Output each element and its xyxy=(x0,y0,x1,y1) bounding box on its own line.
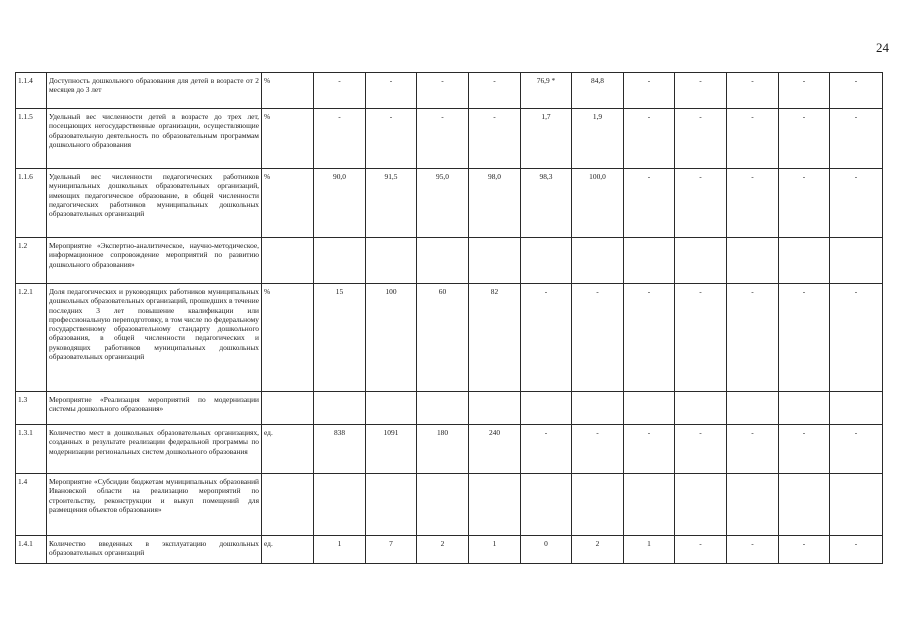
value-cell: - xyxy=(314,73,366,109)
value-cell: 76,9 * xyxy=(521,73,572,109)
value-cell: 95,0 xyxy=(417,169,469,238)
value-cell: - xyxy=(675,425,727,474)
value-cell xyxy=(521,238,572,284)
value-cell: 2 xyxy=(572,536,624,564)
value-cell: - xyxy=(572,284,624,392)
value-cell: - xyxy=(830,425,883,474)
table-row xyxy=(16,109,883,169)
value-cell: 838 xyxy=(314,425,366,474)
row-number: 1.3 xyxy=(16,392,47,425)
value-cell xyxy=(314,474,366,536)
row-number: 1.4.1 xyxy=(16,536,47,564)
value-cell: - xyxy=(417,109,469,169)
value-cell: - xyxy=(521,425,572,474)
value-cell xyxy=(675,238,727,284)
table-row xyxy=(16,425,883,474)
value-cell: - xyxy=(675,109,727,169)
unit-cell: % xyxy=(262,73,314,109)
row-number: 1.1.6 xyxy=(16,169,47,238)
value-cell xyxy=(624,474,675,536)
value-cell xyxy=(830,474,883,536)
value-cell xyxy=(572,392,624,425)
indicator-name: Мероприятие «Экспертно-аналитическое, научно-методическое, информационное сопровождение мероприятий по развитию дошкольного образования» xyxy=(47,238,262,284)
value-cell: 240 xyxy=(469,425,521,474)
table-row xyxy=(16,536,883,564)
indicator-name: Мероприятие «Субсидии бюджетам муниципальных образований Ивановской области на реализацию мероприятий по строительству, реконструкции и выкуп помещений для размещения объектов образования» xyxy=(47,474,262,536)
value-cell: 1091 xyxy=(366,425,417,474)
table-row xyxy=(16,392,883,425)
value-cell xyxy=(572,474,624,536)
indicator-name: Мероприятие «Реализация мероприятий по модернизации системы дошкольного образования» xyxy=(47,392,262,425)
value-cell: - xyxy=(727,284,779,392)
value-cell xyxy=(469,238,521,284)
value-cell: - xyxy=(727,109,779,169)
value-cell xyxy=(624,392,675,425)
value-cell xyxy=(830,392,883,425)
unit-cell: % xyxy=(262,109,314,169)
value-cell xyxy=(675,392,727,425)
value-cell xyxy=(521,474,572,536)
value-cell: 100,0 xyxy=(572,169,624,238)
value-cell: 90,0 xyxy=(314,169,366,238)
value-cell xyxy=(727,238,779,284)
value-cell xyxy=(624,238,675,284)
value-cell: 82 xyxy=(469,284,521,392)
value-cell xyxy=(779,474,830,536)
value-cell: 60 xyxy=(417,284,469,392)
value-cell: - xyxy=(779,73,830,109)
page-number: 24 xyxy=(876,40,889,55)
value-cell xyxy=(727,474,779,536)
value-cell: 2 xyxy=(417,536,469,564)
value-cell xyxy=(314,392,366,425)
value-cell: - xyxy=(572,425,624,474)
value-cell: - xyxy=(830,109,883,169)
value-cell: - xyxy=(830,169,883,238)
value-cell: - xyxy=(366,73,417,109)
value-cell xyxy=(417,392,469,425)
value-cell: - xyxy=(779,284,830,392)
value-cell: - xyxy=(830,284,883,392)
value-cell xyxy=(469,392,521,425)
value-cell xyxy=(417,474,469,536)
indicator-name: Удельный вес численности детей в возрасте до трех лет, посещающих негосударственные организации, осуществляющие образовательную деятельность по образовательным программам дошкольного образования xyxy=(47,109,262,169)
value-cell: - xyxy=(675,73,727,109)
unit-cell: % xyxy=(262,169,314,238)
value-cell xyxy=(572,238,624,284)
unit-cell: ед. xyxy=(262,425,314,474)
value-cell: - xyxy=(779,425,830,474)
value-cell: - xyxy=(624,425,675,474)
value-cell: 1 xyxy=(624,536,675,564)
table-row xyxy=(16,169,883,238)
value-cell: - xyxy=(675,284,727,392)
value-cell xyxy=(469,474,521,536)
table-row xyxy=(16,474,883,536)
value-cell: - xyxy=(779,169,830,238)
value-cell: 7 xyxy=(366,536,417,564)
row-number: 1.3.1 xyxy=(16,425,47,474)
value-cell: 1 xyxy=(469,536,521,564)
indicator-name: Количество мест в дошкольных образовательных организациях, созданных в результате реализации федеральной программы по модернизации региональных систем дошкольного образования xyxy=(47,425,262,474)
row-number: 1.1.5 xyxy=(16,109,47,169)
value-cell: - xyxy=(624,73,675,109)
indicator-name: Доступность дошкольного образования для детей в возрасте от 2 месяцев до 3 лет xyxy=(47,73,262,109)
value-cell: 100 xyxy=(366,284,417,392)
value-cell: - xyxy=(624,284,675,392)
value-cell: - xyxy=(727,425,779,474)
value-cell: 1,7 xyxy=(521,109,572,169)
value-cell xyxy=(366,474,417,536)
value-cell xyxy=(366,392,417,425)
value-cell: - xyxy=(417,73,469,109)
row-number: 1.2 xyxy=(16,238,47,284)
unit-cell xyxy=(262,474,314,536)
value-cell xyxy=(779,392,830,425)
value-cell: - xyxy=(366,109,417,169)
value-cell: - xyxy=(830,536,883,564)
table-row xyxy=(16,238,883,284)
indicator-name: Доля педагогических и руководящих работников муниципальных дошкольных образовательных организаций, прошедших в течение последних 3 лет повышение квалификации или профессиональную переподготовку, в том числе по федеральному государственному образовательному стандарту дошкольного образования, в общей численности педагогических и руководящих работников муниципальных дошкольных образовательных организаций xyxy=(47,284,262,392)
table-row xyxy=(16,284,883,392)
value-cell: 91,5 xyxy=(366,169,417,238)
value-cell: 180 xyxy=(417,425,469,474)
unit-cell: % xyxy=(262,284,314,392)
value-cell: 1,9 xyxy=(572,109,624,169)
value-cell: - xyxy=(779,536,830,564)
value-cell: - xyxy=(779,109,830,169)
table-row xyxy=(16,73,883,109)
row-number: 1.1.4 xyxy=(16,73,47,109)
indicators-table xyxy=(15,72,883,564)
value-cell: - xyxy=(469,109,521,169)
row-number: 1.2.1 xyxy=(16,284,47,392)
value-cell xyxy=(366,238,417,284)
value-cell xyxy=(675,474,727,536)
value-cell: 84,8 xyxy=(572,73,624,109)
row-number: 1.4 xyxy=(16,474,47,536)
unit-cell xyxy=(262,392,314,425)
value-cell xyxy=(727,392,779,425)
value-cell: 98,3 xyxy=(521,169,572,238)
value-cell xyxy=(314,238,366,284)
value-cell: - xyxy=(675,536,727,564)
value-cell: 15 xyxy=(314,284,366,392)
value-cell: - xyxy=(830,73,883,109)
indicator-name: Количество введенных в эксплуатацию дошкольных образовательных организаций xyxy=(47,536,262,564)
value-cell xyxy=(521,392,572,425)
value-cell: - xyxy=(314,109,366,169)
value-cell: 98,0 xyxy=(469,169,521,238)
value-cell: - xyxy=(521,284,572,392)
value-cell xyxy=(417,238,469,284)
value-cell xyxy=(779,238,830,284)
value-cell: - xyxy=(727,169,779,238)
value-cell: 1 xyxy=(314,536,366,564)
table-body xyxy=(16,73,883,564)
value-cell: 0 xyxy=(521,536,572,564)
value-cell: - xyxy=(675,169,727,238)
value-cell xyxy=(830,238,883,284)
unit-cell xyxy=(262,238,314,284)
indicator-name: Удельный вес численности педагогических работников муниципальных дошкольных образовательных организаций, имеющих педагогическое образование, в общей численности педагогических работников муниципальных дошкольных образовательных организаций xyxy=(47,169,262,238)
value-cell: - xyxy=(624,109,675,169)
value-cell: - xyxy=(727,536,779,564)
value-cell: - xyxy=(727,73,779,109)
unit-cell: ед. xyxy=(262,536,314,564)
value-cell: - xyxy=(624,169,675,238)
value-cell: - xyxy=(469,73,521,109)
